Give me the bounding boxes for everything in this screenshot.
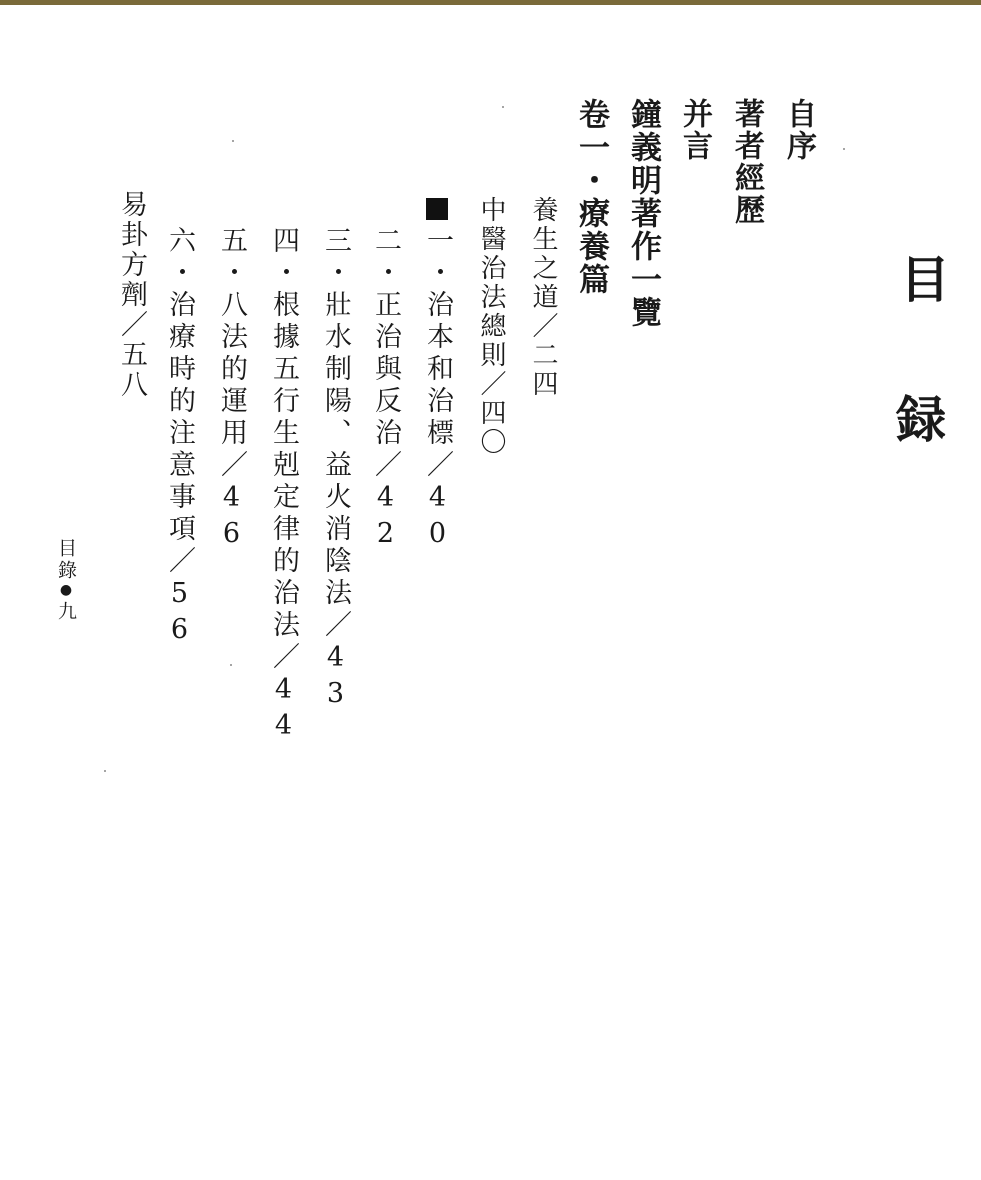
- toc-item-row[interactable]: 五・八法的運用／46: [216, 226, 247, 554]
- toc-chapter-heading[interactable]: 卷一・療養篇: [573, 98, 609, 296]
- toc-section-health[interactable]: 養生之道／二四: [528, 196, 558, 399]
- page-number: 九: [55, 601, 77, 623]
- separator-dot-icon: ●: [58, 582, 74, 601]
- top-border-bar: [0, 0, 981, 5]
- scan-speck: [502, 106, 504, 108]
- scan-speck: [843, 148, 845, 150]
- running-head-label: 目錄: [55, 538, 77, 582]
- square-bullet-icon: [426, 198, 448, 220]
- toc-section-general-principles[interactable]: 中醫治法總則／四〇: [476, 196, 506, 457]
- toc-preface[interactable]: 自序: [781, 98, 816, 162]
- toc-item-label: 一・治本和治標／40: [422, 226, 453, 554]
- toc-author-biography[interactable]: 著者經歷: [729, 98, 764, 226]
- scan-speck: [232, 140, 234, 142]
- toc-item-row[interactable]: 六・治療時的注意事項／56: [164, 226, 195, 650]
- toc-author-works-list[interactable]: 鐘義明著作一覽: [625, 98, 661, 329]
- toc-item-row[interactable]: 四・根據五行生剋定律的治法／44: [268, 226, 299, 746]
- toc-section-hexagram-prescriptions[interactable]: 易卦方劑／五八: [116, 190, 147, 400]
- scan-speck: [230, 664, 232, 666]
- running-head: [56, 538, 75, 623]
- page-title-char-2: 録: [896, 391, 946, 449]
- scan-speck: [104, 770, 106, 772]
- toc-item-row[interactable]: 二・正治與反治／42: [370, 226, 401, 554]
- page-title-char-1: 目: [900, 251, 950, 309]
- toc-foreword[interactable]: 并言: [677, 98, 712, 162]
- toc-item-row[interactable]: [424, 198, 451, 554]
- toc-item-row[interactable]: 三・壯水制陽、益火消陰法／43: [320, 226, 351, 714]
